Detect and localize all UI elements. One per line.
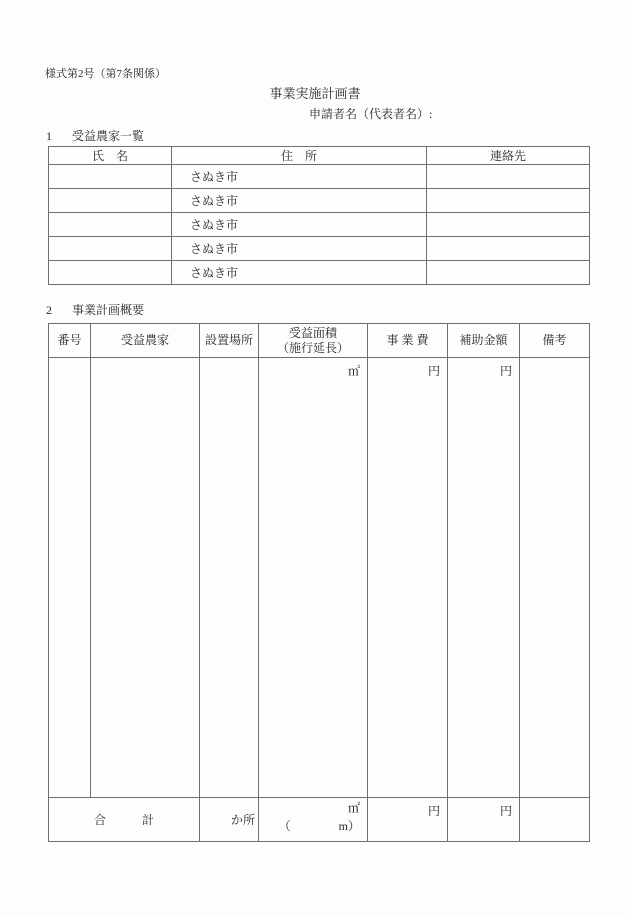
name-cell	[49, 261, 172, 285]
plan-body-row	[49, 358, 590, 798]
name-cell	[49, 165, 172, 189]
column-header-location: 設置場所	[200, 324, 259, 358]
cost-unit-cell: 円	[368, 358, 448, 798]
contact-cell	[427, 237, 590, 261]
column-header-area	[259, 324, 368, 358]
area-header-line2: （施行延長）	[276, 340, 349, 355]
address-cell: さぬき市	[172, 237, 427, 261]
plan-total-row	[49, 798, 590, 842]
total-location-cell: か所	[200, 798, 259, 842]
column-header-farmer: 受益農家	[91, 324, 200, 358]
area-header-line1: 受益面積	[288, 325, 337, 340]
column-header-name: 氏 名	[49, 147, 172, 165]
contact-cell	[427, 213, 590, 237]
farmer-cell	[91, 358, 200, 798]
column-header-number: 番号	[49, 324, 91, 358]
project-plan-table	[48, 323, 590, 842]
subsidy-unit-cell: 円	[448, 358, 520, 798]
address-cell: さぬき市	[172, 213, 427, 237]
section1-number: 1	[46, 129, 52, 143]
column-header-subsidy: 補助金額	[448, 324, 520, 358]
name-cell	[49, 237, 172, 261]
address-cell: さぬき市	[172, 165, 427, 189]
table-row	[49, 237, 590, 261]
plan-header-row	[49, 324, 590, 358]
beneficiary-farmers-table	[48, 146, 590, 285]
total-subsidy-cell: 円	[448, 798, 520, 842]
total-label-cell: 合 計	[49, 798, 200, 842]
table-row	[49, 261, 590, 285]
section2-heading	[46, 303, 144, 318]
address-cell: さぬき市	[172, 261, 427, 285]
column-header-address: 住 所	[172, 147, 427, 165]
contact-cell	[427, 261, 590, 285]
table-row	[49, 213, 590, 237]
area-unit-cell: ㎡	[259, 358, 368, 798]
address-cell: さぬき市	[172, 189, 427, 213]
section2-title: 事業計画概要	[72, 303, 145, 317]
total-area-cell	[259, 798, 368, 842]
column-header-contact: 連絡先	[427, 147, 590, 165]
applicant-name-label: 申請者名（代表者名）:	[309, 107, 433, 121]
number-cell	[49, 358, 91, 798]
total-cost-cell: 円	[368, 798, 448, 842]
name-cell	[49, 213, 172, 237]
document-title: 事業実施計画書	[269, 86, 361, 101]
total-length-unit: （ m）	[278, 819, 360, 833]
section1-title: 受益農家一覧	[72, 129, 145, 143]
total-remarks-cell	[520, 798, 590, 842]
remarks-cell	[520, 358, 590, 798]
contact-cell	[427, 165, 590, 189]
column-header-cost: 事 業 費	[368, 324, 448, 358]
name-cell	[49, 189, 172, 213]
farmers-header-row	[49, 147, 590, 165]
form-number-label: 様式第2号（第7条関係）	[45, 68, 166, 80]
section1-heading	[46, 129, 144, 144]
total-area-unit: ㎡	[347, 801, 360, 815]
column-header-remarks: 備考	[520, 324, 590, 358]
location-cell	[200, 358, 259, 798]
table-row	[49, 189, 590, 213]
contact-cell	[427, 189, 590, 213]
table-row	[49, 165, 590, 189]
section2-number: 2	[46, 303, 52, 317]
